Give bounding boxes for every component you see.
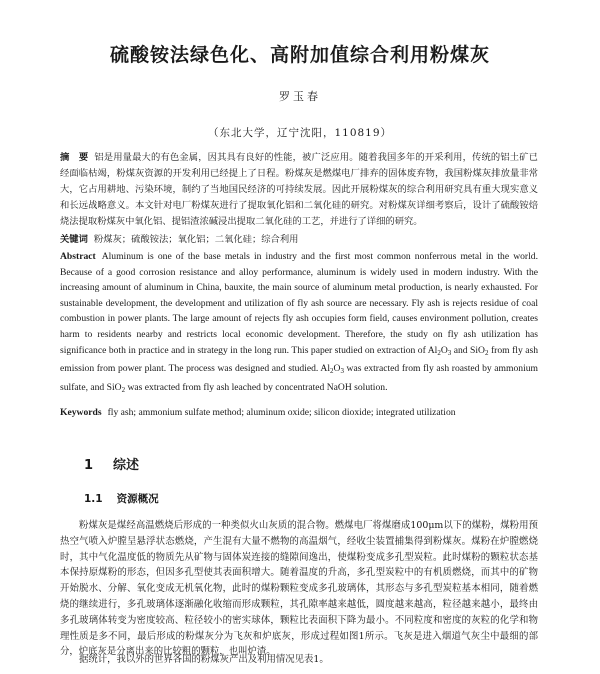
- keywords-en-text: fly ash; ammonium sulfate method; aluminum oxide; silicon dioxide; integrated utilization: [107, 407, 456, 418]
- abstract-en-text-5: O: [333, 363, 341, 375]
- abstract-en-text-4: from fly ash emission from power plant. The process was designed and studied. Al: [60, 344, 539, 375]
- body-paragraph-2: 据统计，我以外的世界各国的粉煤灰产出及利用情况见表1。: [79, 654, 329, 665]
- subscript: 2: [121, 385, 126, 394]
- section-title: 资源概况: [116, 493, 159, 505]
- subscript: 2: [437, 348, 441, 357]
- abstract-en-text-1: Aluminum is one of the base metals in industry and the first most common nonferrous metal in the world. Because of a good corrosion resistance and alloy performance, aluminum is widely used in modern industry. With the increasing amount of aluminum in China, bauxite, the main source of aluminum metal production, is nearly exhausted. For sustainable development, the development and utilization of fly ash source are necessary. Fly ash is rejects residue of coal combustion in power plants. The large amount of rejects fly ash occupies form field, causes environment pollution, creates harm to residents nearby and restricts local economic development. Therefore, the study on fly ash utilization has significance both in practice and in strategy in the long run. This paper studied on extraction of Al: [60, 251, 538, 356]
- paper-affiliation: （东北大学，辽宁沈阳，110819）: [207, 127, 393, 139]
- body-paragraph-1: 粉煤灰是煤经高温燃烧后形成的一种类似火山灰质的混合物。燃煤电厂将煤磨成100μm以下的煤粉，煤粉用预热空气喷入炉膛呈悬浮状态燃烧，产生混有大量不燃物的高温烟气，经收尘装置捕集得到粉煤灰。煤粉在炉膛燃烧时，其中气化温度低的物质先从矿物与固体炭连接的缝隙间逸出，使煤粉变成多孔型炭粒。此时煤粉的颗粒状态基本保持原煤粉的形态，但因多孔型使其表面积增大。随着温度的升高，多孔型炭粒中的有机质燃烧，而其中的矿物开始脱水、分解、氧化变成无机氧化物，此时的煤粉颗粒变成多孔玻璃体，其形态与多孔型炭粒基本相同，随着燃烧的继续进行，多孔玻璃体逐渐融化收缩而形成颗粒，其孔隙率越来越低，圆度越来越高，粒径越来越小，最终由多孔玻璃体转变为密度较高、粒径较小的密实球体，颗粒比表面积下降为最小。不同粒度和密度的灰粒的化学和物理性质是多不同，最后形成的粉煤灰分为飞灰和炉底灰，形成过程如图1所示。飞灰是进入烟道气灰尘中最细的部分，炉底灰是分离出来的比较粗的颗粒，也叫炉渣。: [60, 520, 538, 658]
- abstract-en-text-7: was extracted from fly ash leached by concentrated NaOH solution.: [125, 381, 388, 393]
- abstract-en-text-6: was extracted from fly ash roasted by ammonium sulfate, and SiO: [60, 363, 538, 393]
- section-number: 1.1: [84, 493, 103, 505]
- subscript: 2: [330, 367, 334, 376]
- subscript: 2: [484, 348, 489, 357]
- abstract-cn: [60, 150, 538, 230]
- keywords-en: [60, 405, 538, 421]
- keywords-en-label: Keywords: [60, 407, 102, 418]
- paper-title: 硫酸铵法绿色化、高附加值综合利用粉煤灰: [109, 44, 490, 66]
- abstract-cn-text: 铝是用量最大的有色金属，因其具有良好的性能，被广泛应用。随着我国多年的开采利用，传统的铝土矿已经面临枯竭，粉煤灰资源的开发利用已经提上了日程。粉煤灰是燃煤电厂排弃的固体废弃物，我国粉煤灰排放量非常大，它占用耕地、污染环境，制约了当地国民经济的可持续发展。因此开展粉煤灰的综合利用研究具有重大现实意义和长远战略意义。本文针对电厂粉煤灰进行了提取氧化铝和二氧化硅的研究。对粉煤灰详细考察后，设计了硫酸铵焙烧法提取粉煤灰中氧化铝、提铝渣浓碱浸出提取二氧化硅的工艺，并进行了详细的研究。: [60, 152, 538, 227]
- keywords-cn: [60, 232, 538, 248]
- section-heading-1-1: [84, 491, 159, 506]
- abstract-en-text-3: and SiO: [451, 344, 485, 356]
- subscript: 3: [447, 348, 452, 357]
- section-number: 1: [84, 458, 94, 473]
- subscript: 3: [340, 367, 344, 376]
- paper-author: 罗玉春: [279, 90, 321, 103]
- abstract-en: [60, 249, 538, 398]
- abstract-en-text-2: O: [440, 344, 448, 356]
- abstract-cn-label: 摘 要: [60, 152, 89, 163]
- keywords-cn-text: 粉煤灰；硫酸铵法；氧化铝；二氧化硅；综合利用: [93, 234, 299, 245]
- keywords-cn-label: 关键词: [60, 234, 88, 245]
- section-heading-1: [84, 454, 139, 473]
- section-title: 综述: [113, 458, 140, 473]
- abstract-en-label: Abstract: [60, 251, 96, 262]
